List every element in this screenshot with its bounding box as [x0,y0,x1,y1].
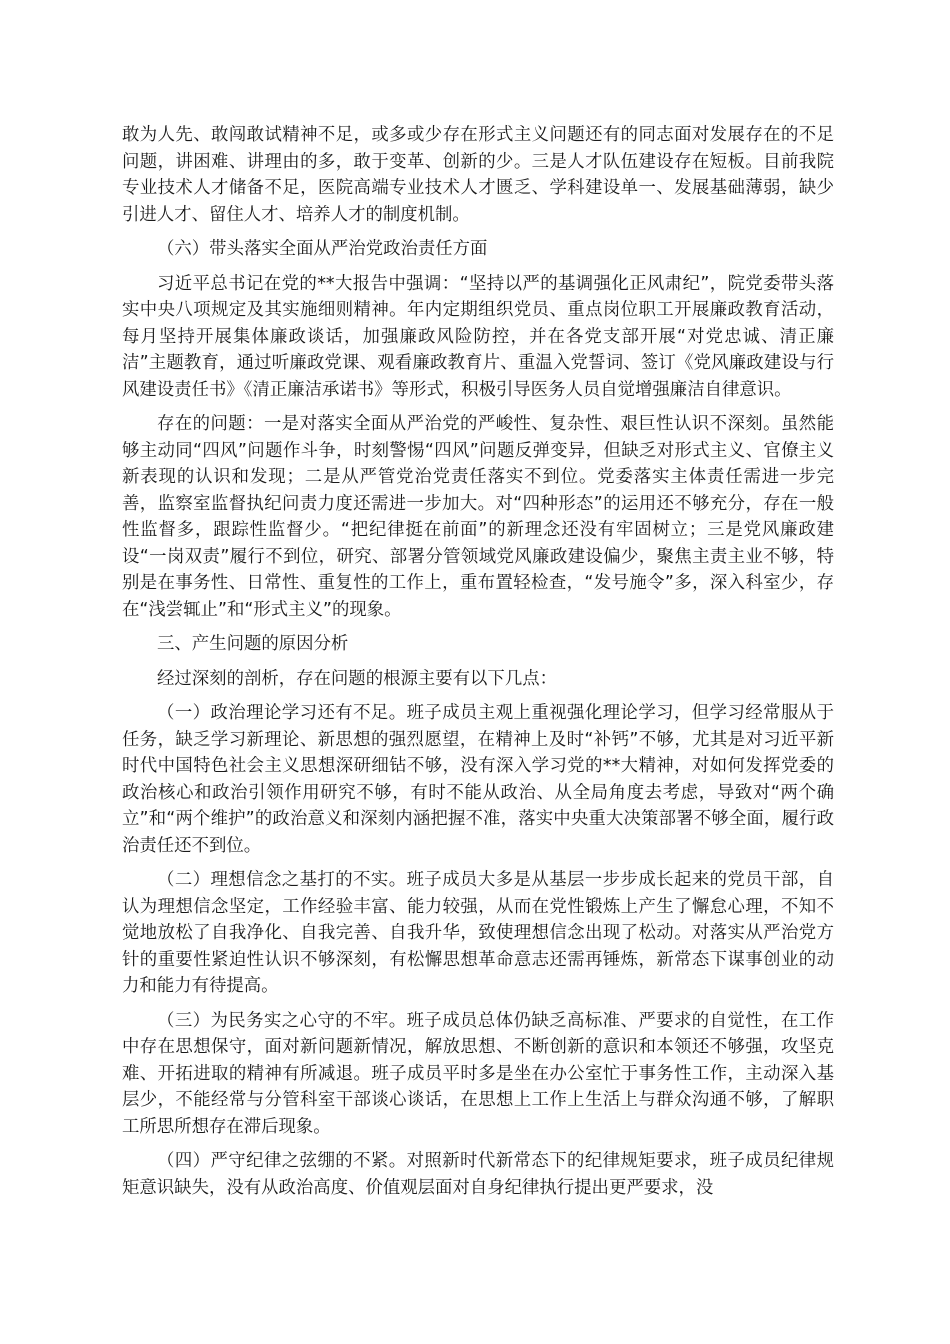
document-body [122,122,834,1209]
paragraph-cause-one: （一）政治理论学习还有不足。班子成员主观上重视强化理论学习，但学习经常服从于任务，缺乏学习新理论、新思想的强烈愿望，在精神上及时“补钙”不够，尤其是对习近平新时代中国特色社会主义思想深研细钻不够，没有深入学习党的**大精神，对如何发挥党委的政治核心和政治引领作用研究不够，有时不能从政治、从全局角度去考虑，导致对“两个确立”和“两个维护”的政治意义和深刻内涵把握不准，落实中央重大决策部署不够全面，履行政治责任还不到位。 [122,703,834,856]
paragraph-cause-two: （二）理想信念之基打的不实。班子成员大多是从基层一步步成长起来的党员干部，自认为理想信念坚定，工作经验丰富、能力较强，从而在党性锻炼上产生了懈怠心理，不知不觉地放松了自我净化、自我完善、自我升华，致使理想信念出现了松动。对落实从严治党方针的重要性紧迫性认识不够深刻，有松懈思想革命意志还需再锤炼，新常态下谋事创业的动力和能力有待提高。 [122,870,834,996]
section-heading-six: （六）带头落实全面从严治党政治责任方面 [157,239,488,259]
paragraph-existing-problems: 存在的问题：一是对落实全面从严治党的严峻性、复杂性、艰巨性认识不深刻。虽然能够主动同“四风”问题作斗争，时刻警惕“四风”问题反弹变异，但缺乏对形式主义、官僚主义新表现的认识和发现；二是从严管党治党责任落实不到位。党委落实主体责任需进一步完善，监察室监督执纪问责力度还需进一步加大。对“四种形态”的运用还不够充分，存在一般性监督多，跟踪性监督少。“把纪律挺在前面”的新理念还没有牢固树立；三是党风廉政建设“一岗双责”履行不到位，研究、部署分管领域党风廉政建设偏少，聚焦主责主业不够，特别是在事务性、日常性、重复性的工作上，重布置轻检查，“发号施令”多，深入科室少，存在“浅尝辄止”和“形式主义”的现象。 [122,414,834,620]
paragraph-party-discipline: 习近平总书记在党的**大报告中强调：“坚持以严的基调强化正风肃纪”，院党委带头落实中央八项规定及其实施细则精神。年内定期组织党员、重点岗位职工开展廉政教育活动，每月坚持开展集体廉政谈话，加强廉政风险防控，并在各党支部开展“对党忠诚、清正廉洁”主题教育，通过听廉政党课、观看廉政教育片、重温入党誓词、签订《党风廉政建设与行风建设责任书》《清正廉洁承诺书》等形式，积极引导医务人员自觉增强廉洁自律意识。 [122,273,834,400]
paragraph-cause-three: （三）为民务实之心守的不牢。班子成员总体仍缺乏高标准、严要求的自觉性，在工作中存在思想保守，面对新问题新情况，解放思想、不断创新的意识和本领还不够强，攻坚克难、开拓进取的精神有所减退。班子成员平时多是坐在办公室忙于事务性工作，主动深入基层少，不能经常与分管科室干部谈心谈话，在思想上工作上生活上与群众沟通不够，了解职工所思所想存在滞后现象。 [122,1010,834,1137]
paragraph-intro: 经过深刻的剖析，存在问题的根源主要有以下几点： [157,668,557,689]
section-heading-cause-analysis: 三、产生问题的原因分析 [157,634,349,654]
paragraph-cause-four: （四）严守纪律之弦绷的不紧。对照新时代新常态下的纪律规矩要求，班子成员纪律规矩意识缺失，没有从政治高度、价值观层面对自身纪律执行提出更严要求，没 [122,1151,834,1198]
paragraph-continuation: 敢为人先、敢闯敢试精神不足，或多或少存在形式主义问题还有的同志面对发展存在的不足问题，讲困难、讲理由的多，敢于变革、创新的少。三是人才队伍建设存在短板。目前我院专业技术人才储备不足，医院高端专业技术人才匮乏、学科建设单一、发展基础薄弱，缺少引进人才、留住人才、培养人才的制度机制。 [122,125,834,225]
